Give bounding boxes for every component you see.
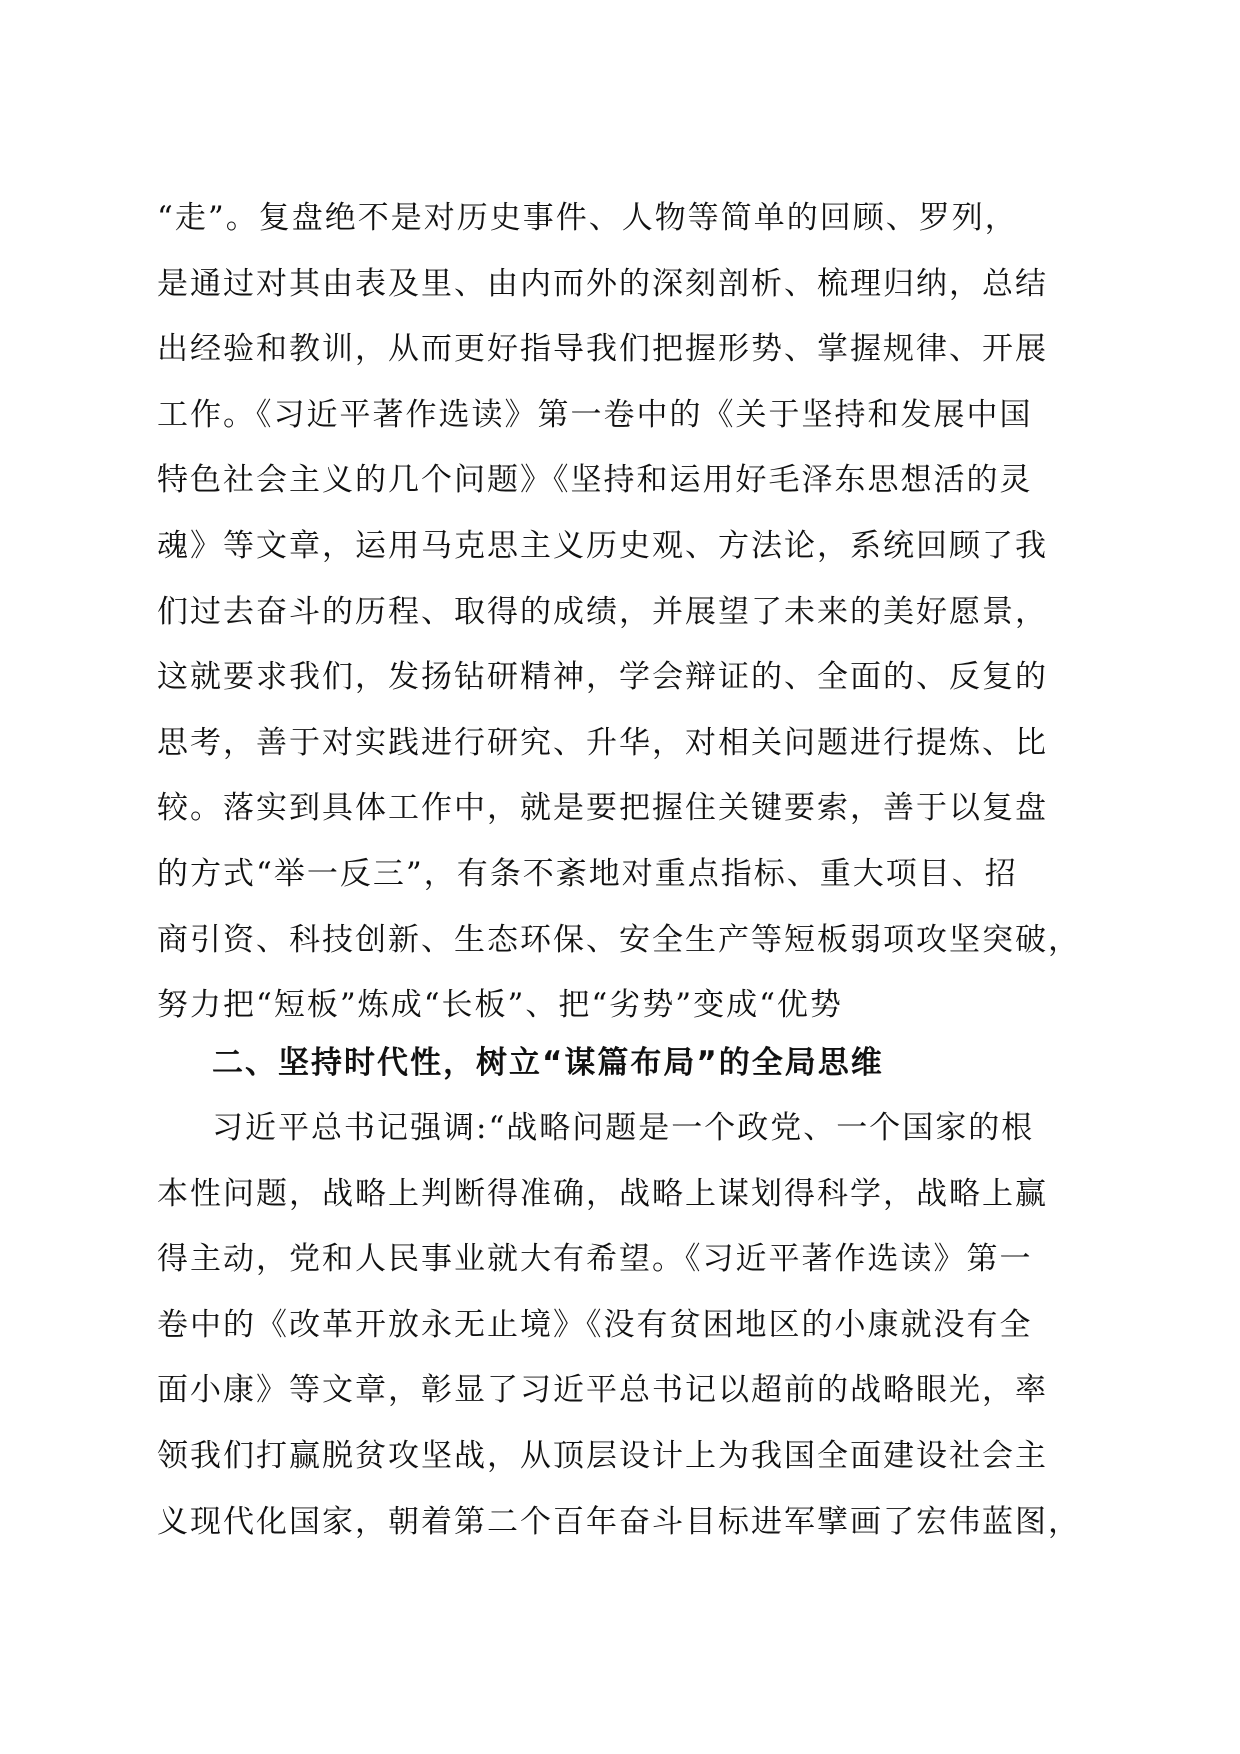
section-heading [212,1031,1082,1097]
body-paragraph [157,186,1081,1039]
paragraph-line: 商引资、科技创新、生态环保、安全生产等短板弱项攻坚突破， [157,921,1081,958]
paragraph-line: 努力把“短板”炼成“长板”、把“劣势”变成“优势 [157,987,843,1024]
paragraph-line: 得主动，党和人民事业就大有希望。《习近平著作选读》第一 [157,1241,1033,1278]
paragraph-line: 是通过对其由表及里、由内而外的深刻剖析、梳理归纳，总结 [157,265,1048,302]
paragraph-line: 们过去奋斗的历程、取得的成绩，并展望了未来的美好愿景， [157,593,1048,630]
paragraph-line: “走”。复盘绝不是对历史事件、人物等简单的回顾、罗列， [157,200,1018,236]
paragraph-line: 这就要求我们，发扬钻研精神，学会辩证的、全面的、反复的 [157,659,1048,696]
paragraph-line: 出经验和教训，从而更好指导我们把握形势、掌握规律、开展 [157,331,1048,368]
paragraph-line: 面小康》等文章，彰显了习近平总书记以超前的战略眼光，率 [157,1372,1048,1409]
paragraph-line: 本性问题，战略上判断得准确，战略上谋划得科学，战略上赢 [157,1175,1048,1212]
paragraph-line: 习近平总书记强调:“战略问题是一个政党、一个国家的根 [212,1110,1035,1146]
paragraph-line: 的方式“举一反三”，有条不紊地对重点指标、重大项目、招 [157,855,1018,892]
paragraph-line: 卷中的《改革开放永无止境》《没有贫困地区的小康就没有全 [157,1306,1033,1343]
body-paragraph [157,1096,1081,1555]
paragraph-line: 领我们打赢脱贫攻坚战，从顶层设计上为我国全面建设社会主 [157,1437,1048,1474]
paragraph-line: 魂》等文章，运用马克思主义历史观、方法论，系统回顾了我 [157,527,1048,564]
paragraph-line: 思考，善于对实践进行研究、升华，对相关问题进行提炼、比 [157,724,1048,761]
paragraph-line: 特色社会主义的几个问题》《坚持和运用好毛泽东思想活的灵 [157,462,1033,499]
paragraph-line: 较。落实到具体工作中，就是要把握住关键要索，善于以复盘 [157,790,1048,827]
paragraph-line: 工作。《习近平著作选读》第一卷中的《关于坚持和发展中国 [157,396,1033,433]
section-heading-text: 二、坚持时代性，树立“谋篇布局”的全局思维 [212,1045,884,1081]
paragraph-line: 义现代化国家，朝着第二个百年奋斗目标进军擘画了宏伟蓝图， [157,1503,1081,1540]
